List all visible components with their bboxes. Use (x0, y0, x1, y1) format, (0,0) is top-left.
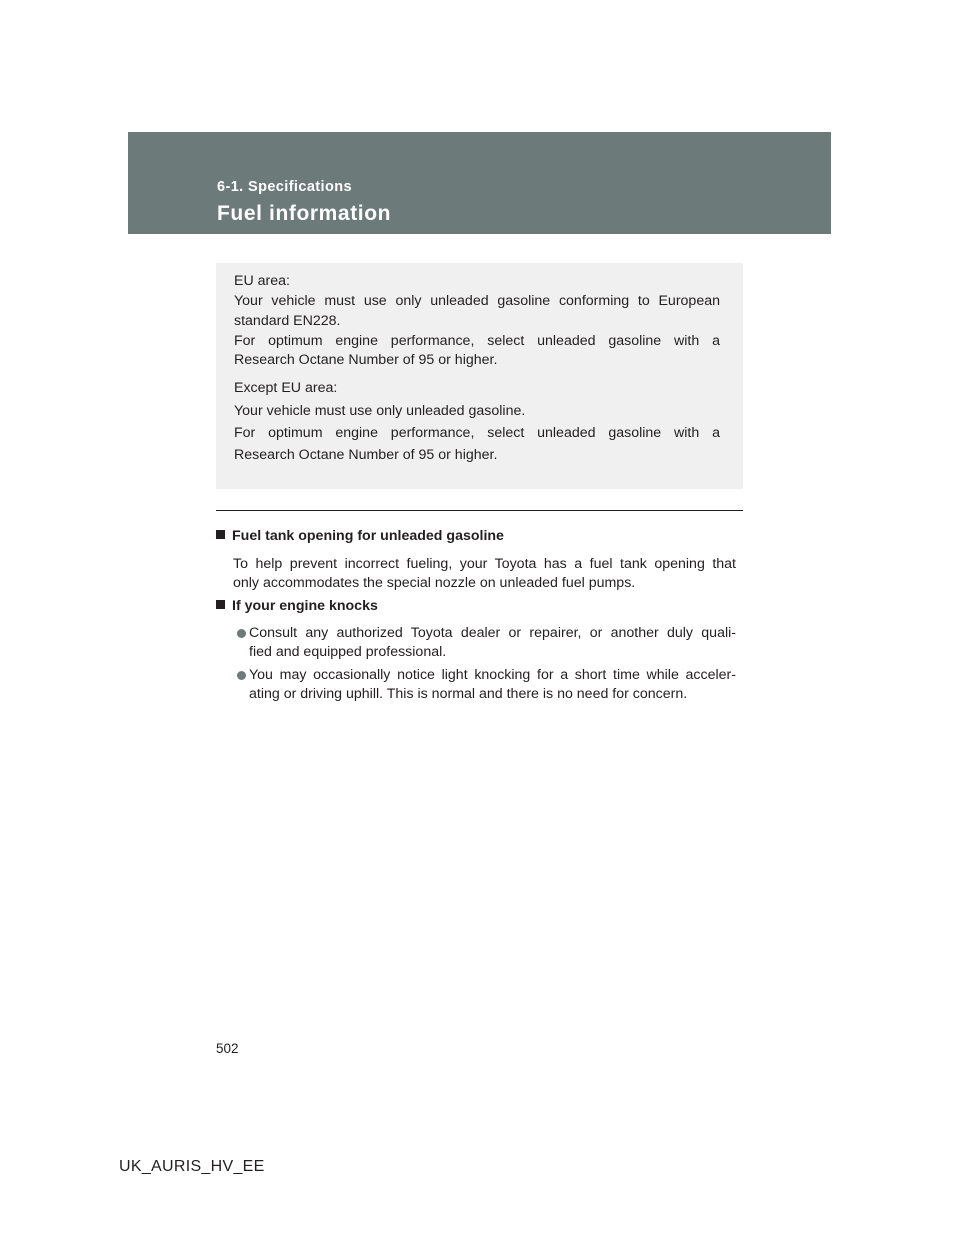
engine-knock-note-line: You may occasionally notice light knocking for a short time while acceler- (249, 667, 736, 683)
circle-bullet-icon (237, 629, 246, 638)
note-heading-engine-knocks (216, 597, 378, 616)
fuel-requirements-box (216, 263, 743, 489)
section-label: 6-1. Specifications (217, 179, 352, 195)
circle-bullet-icon (237, 671, 246, 680)
section-divider (216, 510, 743, 511)
engine-knock-note-line: fied and equipped professional. (249, 644, 447, 660)
eu-octane-line: Research Octane Number of 95 or higher. (234, 352, 498, 368)
fuel-tank-note-line: only accommodates the special nozzle on unleaded fuel pumps. (233, 575, 636, 591)
fuel-tank-note-line: To help prevent incorrect fueling, your Toyota has a fuel tank opening that (233, 556, 736, 572)
engine-knock-note-line: ating or driving uphill. This is normal and there is no need for concern. (249, 686, 688, 702)
note-heading-fuel-tank (216, 527, 504, 546)
engine-knock-note-line: Consult any authorized Toyota dealer or repairer, or another duly quali- (249, 625, 736, 641)
eu-octane-line: For optimum engine performance, select unleaded gasoline with a (234, 333, 720, 349)
eu-requirement-line: standard EN228. (234, 313, 341, 329)
except-eu-area-label: Except EU area: (234, 380, 338, 396)
square-bullet-icon (216, 600, 225, 609)
eu-area-label: EU area: (234, 273, 290, 289)
note-heading-text: If your engine knocks (232, 598, 378, 614)
document-code: UK_AURIS_HV_EE (119, 1158, 265, 1175)
header-band (128, 132, 831, 234)
except-eu-octane-line: Research Octane Number of 95 or higher. (234, 447, 498, 463)
page-title: Fuel information (217, 202, 392, 225)
page-number: 502 (216, 1041, 239, 1056)
except-eu-octane-line: For optimum engine performance, select unleaded gasoline with a (234, 425, 720, 441)
except-eu-requirement-line: Your vehicle must use only unleaded gasoline. (234, 403, 526, 419)
square-bullet-icon (216, 530, 225, 539)
note-heading-text: Fuel tank opening for unleaded gasoline (232, 528, 504, 544)
eu-requirement-line: Your vehicle must use only unleaded gasoline conforming to European (234, 293, 720, 309)
